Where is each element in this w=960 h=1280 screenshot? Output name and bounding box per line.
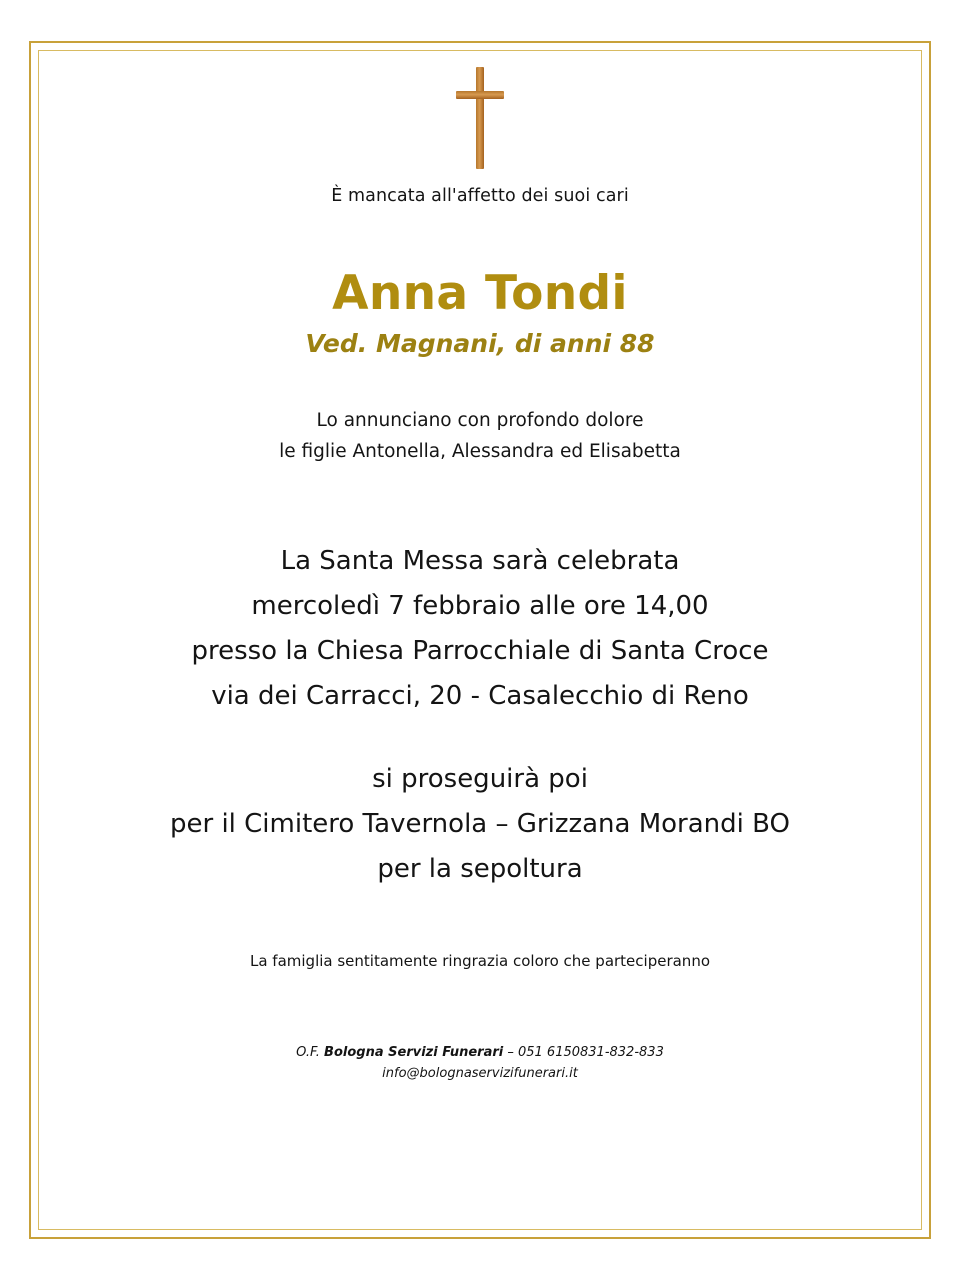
agency-email: info@bolognaservizifunerari.it [382, 1066, 578, 1081]
announcement-content [60, 55, 900, 1084]
service-line: La Santa Messa sarà celebrata [280, 546, 680, 576]
announcement-line: le figlie Antonella, Alessandra ed Elisabetta [279, 441, 681, 462]
family-thanks-text: La famiglia sentitamente ringrazia coloro che parteciperanno [249, 952, 710, 970]
burial-details-block [60, 757, 900, 892]
christian-cross-icon [450, 55, 510, 170]
burial-line: per la sepoltura [377, 854, 583, 884]
agency-phone: – 051 6150831-832-833 [503, 1045, 664, 1060]
intro-text: È mancata all'affetto dei suoi cari [331, 186, 629, 206]
cross-horizontal-bar [456, 91, 504, 99]
service-details-block [60, 539, 900, 719]
service-line: mercoledì 7 febbraio alle ore 14,00 [251, 591, 709, 621]
announcement-block [60, 405, 900, 467]
burial-line: si proseguirà poi [372, 764, 588, 794]
burial-line: per il Cimitero Tavernola – Grizzana Morandi BO [169, 809, 790, 839]
agency-name: Bologna Servizi Funerari [324, 1045, 504, 1060]
announcement-line: Lo annunciano con profondo dolore [316, 410, 644, 431]
funeral-agency-footer [60, 1042, 900, 1084]
cross-vertical-bar [476, 67, 484, 169]
service-line: presso la Chiesa Parrocchiale di Santa Croce [191, 636, 769, 666]
agency-prefix: O.F. [296, 1045, 325, 1060]
service-line: via dei Carracci, 20 - Casalecchio di Reno [211, 681, 749, 711]
deceased-subtitle: Ved. Magnani, di anni 88 [305, 329, 655, 358]
deceased-name: Anna Tondi [332, 266, 628, 321]
agency-line [60, 1042, 900, 1063]
